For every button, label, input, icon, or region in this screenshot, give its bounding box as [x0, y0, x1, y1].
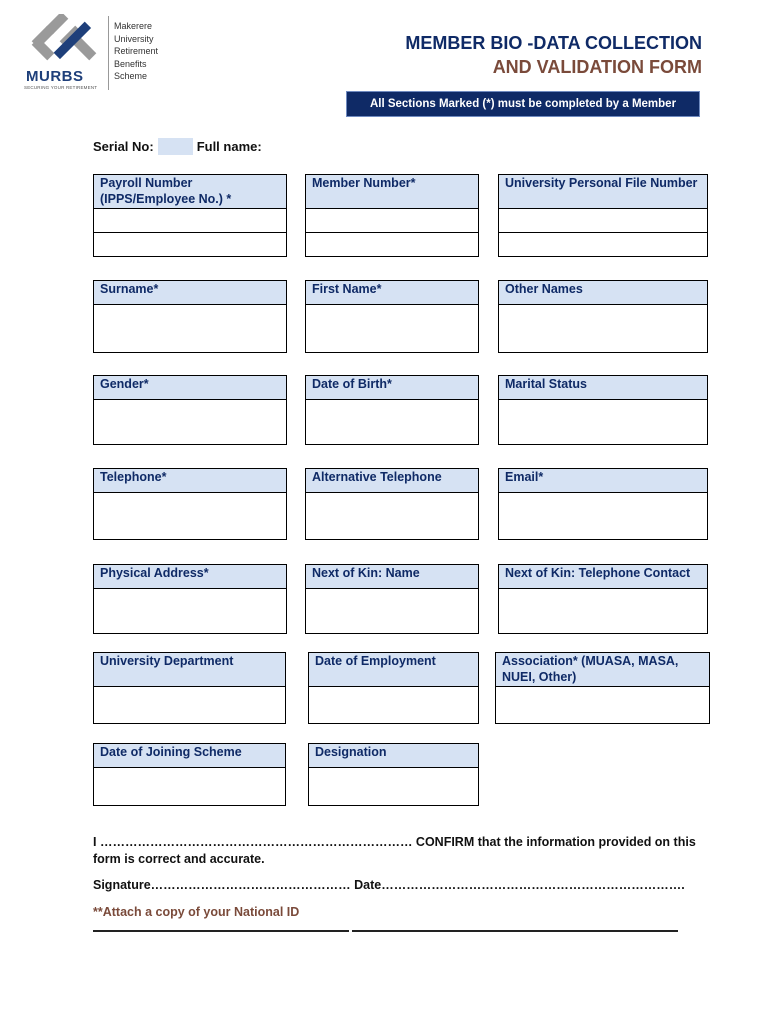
- brand-name: MURBS: [26, 68, 84, 85]
- telephone-field[interactable]: [93, 468, 287, 540]
- member-number-row-divider: [306, 232, 478, 233]
- other-names-label: Other Names: [499, 281, 707, 305]
- kin-name-label: Next of Kin: Name: [306, 565, 478, 589]
- marital-status-field[interactable]: [498, 375, 708, 445]
- attach-id-note: **Attach a copy of your National ID: [93, 905, 300, 919]
- other-names-field[interactable]: [498, 280, 708, 353]
- telephone-label: Telephone*: [94, 469, 286, 493]
- bottom-rule-right: [352, 930, 678, 932]
- form-title-line1: MEMBER BIO -DATA COLLECTION: [405, 33, 702, 53]
- alt-telephone-label: Alternative Telephone: [306, 469, 478, 493]
- kin-phone-field[interactable]: [498, 564, 708, 634]
- serial-input[interactable]: [158, 138, 193, 155]
- member-number-label: Member Number*: [306, 175, 478, 209]
- fullname-label: Full name:: [196, 139, 262, 154]
- employment-date-label: Date of Employment: [309, 653, 478, 687]
- bottom-rule-left: [93, 930, 349, 932]
- gender-label: Gender*: [94, 376, 286, 400]
- alt-telephone-field[interactable]: [305, 468, 479, 540]
- member-number-field[interactable]: [305, 174, 479, 257]
- form-title-line2: AND VALIDATION FORM: [492, 57, 702, 77]
- surname-label: Surname*: [94, 281, 286, 305]
- first-name-label: First Name*: [306, 281, 478, 305]
- physical-address-label: Physical Address*: [94, 565, 286, 589]
- association-label: Association* (MUASA, MASA, NUEI, Other): [496, 653, 709, 687]
- org-name: Makerere University Retirement Benefits Scheme: [114, 21, 159, 82]
- personal-file-row-divider: [499, 232, 707, 233]
- personal-file-label: University Personal File Number: [499, 175, 707, 209]
- joining-date-label: Date of Joining Scheme: [94, 744, 285, 768]
- payroll-field[interactable]: [93, 174, 287, 257]
- first-name-field[interactable]: [305, 280, 479, 353]
- dob-label: Date of Birth*: [306, 376, 478, 400]
- email-field[interactable]: [498, 468, 708, 540]
- murbs-logo-icon: [22, 14, 106, 70]
- personal-file-field[interactable]: [498, 174, 708, 257]
- marital-status-label: Marital Status: [499, 376, 707, 400]
- designation-field[interactable]: [308, 743, 479, 806]
- dob-field[interactable]: [305, 375, 479, 445]
- signature-date-line: Signature………………………………………… Date……………………………………………………………….: [93, 878, 685, 892]
- association-field[interactable]: [495, 652, 710, 724]
- required-notice: All Sections Marked (*) must be completed by a Member: [346, 91, 700, 117]
- serial-row: [93, 138, 262, 155]
- employment-date-field[interactable]: [308, 652, 479, 724]
- payroll-row-divider: [94, 232, 286, 233]
- joining-date-field[interactable]: [93, 743, 286, 806]
- confirmation-statement: I ………………………………………………………………… CONFIRM that the information provided on this form is correct and accurate.: [93, 835, 696, 866]
- department-label: University Department: [94, 653, 285, 687]
- designation-label: Designation: [309, 744, 478, 768]
- logo-divider: [108, 16, 109, 90]
- email-label: Email*: [499, 469, 707, 493]
- brand-tagline: SECURING YOUR RETIREMENT: [24, 85, 98, 90]
- gender-field[interactable]: [93, 375, 287, 445]
- payroll-label: Payroll Number (IPPS/Employee No.) *: [94, 175, 286, 209]
- kin-phone-label: Next of Kin: Telephone Contact: [499, 565, 707, 589]
- kin-name-field[interactable]: [305, 564, 479, 634]
- serial-label: Serial No:: [93, 139, 154, 154]
- department-field[interactable]: [93, 652, 286, 724]
- physical-address-field[interactable]: [93, 564, 287, 634]
- surname-field[interactable]: [93, 280, 287, 353]
